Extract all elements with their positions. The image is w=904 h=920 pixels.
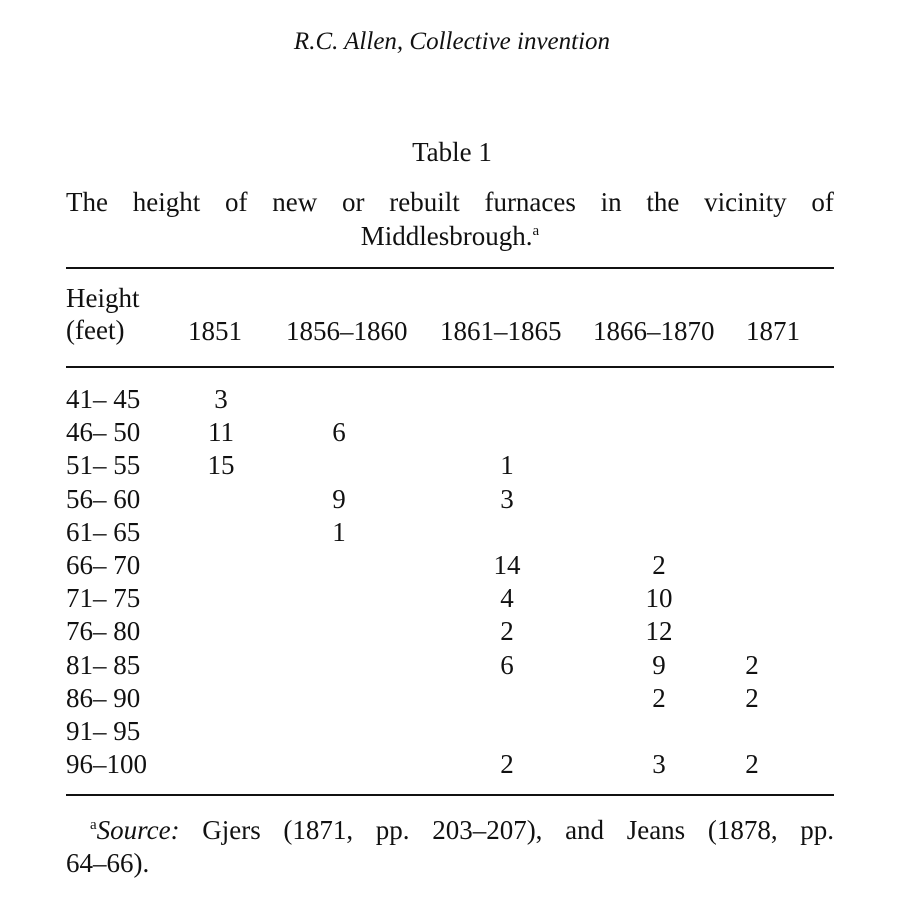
caption-footnote-marker: a: [532, 223, 540, 239]
header-col-1851: 1851: [188, 316, 242, 346]
table-top-rule: [66, 267, 834, 269]
table-cell: 2: [745, 682, 759, 713]
caption-word: the: [646, 187, 680, 217]
table-cell: 2: [652, 549, 666, 580]
header-height-line-1: Height: [66, 283, 140, 313]
table-row: [66, 615, 834, 648]
footnote-word: Jeans: [626, 815, 686, 845]
row-height-range: 71– 75: [66, 583, 141, 614]
table-cell: 10: [645, 583, 673, 614]
header-col-1861-1865: 1861–1865: [440, 316, 562, 346]
footnote-source-lead: [90, 814, 180, 847]
table-row: [66, 383, 834, 416]
table-cell: 3: [652, 749, 666, 780]
table-cell: 2: [745, 749, 759, 780]
table-row: [66, 748, 834, 781]
row-height-range: 61– 65: [66, 516, 141, 547]
table-cell: 12: [645, 616, 673, 647]
table-cell: 4: [500, 583, 514, 614]
caption-word: vicinity: [704, 187, 787, 217]
table-row: [66, 516, 834, 549]
table-cell: 2: [500, 616, 514, 647]
table-row: [66, 449, 834, 482]
table-header-rule: [66, 366, 834, 368]
footnote-word: Gjers: [202, 815, 261, 845]
row-height-range: 96–100: [66, 749, 147, 780]
table-cell: 3: [214, 384, 228, 414]
table-caption: [66, 185, 834, 253]
table-row: [66, 416, 834, 449]
table-cell: 2: [745, 649, 759, 680]
table-bottom-rule: [66, 794, 834, 796]
row-height-range: 66– 70: [66, 549, 141, 580]
table-cell: 3: [500, 483, 514, 514]
footnote-word: and: [565, 815, 605, 845]
caption-word: new: [272, 187, 318, 217]
caption-word: furnaces: [484, 187, 576, 217]
table-cell: 1: [332, 516, 346, 547]
row-height-range: 46– 50: [66, 417, 141, 448]
footnote-line-2: 64–66).: [66, 848, 150, 878]
table-cell: 1: [500, 450, 514, 481]
table-cell: 14: [493, 549, 521, 580]
caption-word: The: [66, 187, 108, 217]
footnote-line-1: [66, 814, 834, 847]
table-footnote: [66, 814, 834, 880]
row-height-range: 51– 55: [66, 450, 141, 481]
caption-text: Middlesbrough.: [360, 221, 533, 251]
row-height-range: 76– 80: [66, 616, 141, 647]
table-row: [66, 483, 834, 516]
table-cell: 6: [500, 649, 514, 680]
footnote-word: 203–207),: [432, 815, 543, 845]
header-height-line-2: (feet): [66, 315, 125, 345]
table-row: [66, 649, 834, 682]
table-row: [66, 549, 834, 582]
running-head: R.C. Allen, Collective invention: [293, 28, 611, 55]
footnote-word: pp.: [375, 815, 410, 845]
table-cell: 2: [500, 749, 514, 780]
caption-word: in: [600, 187, 622, 217]
caption-line-1: [66, 185, 834, 219]
header-col-1871: 1871: [746, 316, 800, 346]
table-cell: 2: [652, 682, 666, 713]
table-label: Table 1: [412, 137, 492, 167]
table-cell: 9: [652, 649, 666, 680]
footnote-word: (1871,: [283, 815, 354, 845]
table-row: [66, 682, 834, 715]
table-cell: 9: [332, 483, 346, 514]
caption-word: height: [132, 187, 201, 217]
caption-word: of: [224, 187, 248, 217]
table-cell: 15: [207, 450, 235, 481]
table-cell: 11: [208, 417, 234, 448]
caption-word: of: [811, 187, 834, 217]
footnote-word: (1878,: [707, 815, 778, 845]
caption-line-2: [66, 219, 834, 253]
row-height-range: 41– 45: [66, 384, 141, 414]
table-row: [66, 582, 834, 615]
table-body: [66, 383, 834, 781]
caption-word: or: [341, 187, 365, 217]
row-height-range: 86– 90: [66, 682, 141, 713]
footnote-marker: a: [90, 817, 97, 833]
table-cell: 6: [332, 417, 346, 448]
table-row: [66, 715, 834, 748]
row-height-range: 81– 85: [66, 649, 141, 680]
footnote-source-label: Source:: [96, 815, 180, 845]
footnote-word: pp.: [800, 815, 834, 845]
caption-word: rebuilt: [389, 187, 460, 217]
header-col-1866-1870: 1866–1870: [593, 316, 715, 346]
row-height-range: 91– 95: [66, 715, 141, 746]
header-height: [66, 282, 140, 346]
header-col-1856-1860: 1856–1860: [286, 316, 408, 346]
row-height-range: 56– 60: [66, 483, 141, 514]
